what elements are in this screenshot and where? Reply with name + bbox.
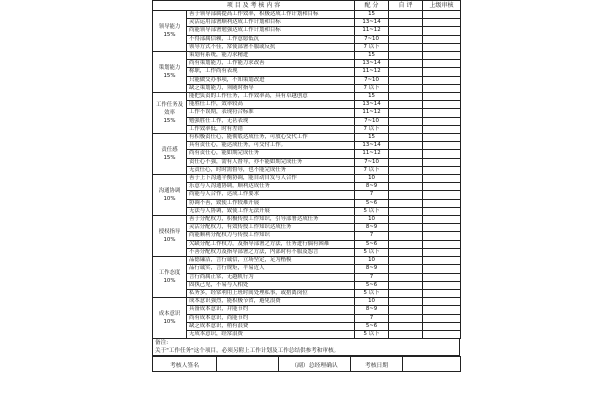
self-eval-cell[interactable] bbox=[389, 265, 423, 273]
self-eval-cell[interactable] bbox=[389, 93, 423, 101]
score-range: 7 以下 bbox=[355, 84, 389, 92]
self-eval-cell[interactable] bbox=[389, 35, 423, 43]
table-row bbox=[153, 52, 461, 60]
score-range: 7~10 bbox=[355, 76, 389, 84]
score-range: 11~12 bbox=[355, 109, 389, 117]
score-range: 13~14 bbox=[355, 60, 389, 68]
score-range: 7 bbox=[355, 273, 389, 281]
superior-review-cell[interactable] bbox=[423, 27, 461, 35]
criteria-text: 无成本意识，经常浪费 bbox=[187, 330, 355, 338]
self-eval-cell[interactable] bbox=[389, 76, 423, 84]
self-eval-cell[interactable] bbox=[389, 84, 423, 92]
signer-label: 考核人签名 bbox=[153, 357, 217, 372]
superior-review-cell[interactable] bbox=[423, 265, 461, 273]
criteria-text: 成本意识强烈，能积极节省，避免浪费 bbox=[187, 298, 355, 306]
criteria-text: 具有责任心，能达成任务，可交付工作。 bbox=[187, 142, 355, 150]
table-row bbox=[153, 117, 461, 125]
category-cell bbox=[153, 216, 187, 257]
score-range: 5~6 bbox=[355, 281, 389, 289]
self-eval-cell[interactable] bbox=[389, 117, 423, 125]
superior-review-cell[interactable] bbox=[423, 158, 461, 166]
category-weight: 10% bbox=[163, 319, 176, 326]
score-range: 7~10 bbox=[355, 117, 389, 125]
self-eval-cell[interactable] bbox=[389, 330, 423, 338]
score-range: 10 bbox=[355, 257, 389, 265]
category-name: 成本意识 bbox=[158, 311, 181, 318]
category-cell bbox=[153, 11, 187, 52]
category-cell bbox=[153, 52, 187, 93]
table-row bbox=[153, 330, 461, 338]
superior-review-cell[interactable] bbox=[423, 117, 461, 125]
self-eval-cell[interactable] bbox=[389, 60, 423, 68]
score-range: 10 bbox=[355, 175, 389, 183]
self-eval-cell[interactable] bbox=[389, 109, 423, 117]
self-eval-cell[interactable] bbox=[389, 224, 423, 232]
score-range: 11~12 bbox=[355, 150, 389, 158]
superior-review-cell[interactable] bbox=[423, 60, 461, 68]
table-row bbox=[153, 199, 461, 207]
table-row bbox=[153, 216, 461, 224]
score-range: 5~6 bbox=[355, 199, 389, 207]
self-eval-cell[interactable] bbox=[389, 101, 423, 109]
category-cell bbox=[153, 298, 187, 339]
table-row bbox=[153, 142, 461, 150]
criteria-text: 协调不善，致使工作较难开展 bbox=[187, 199, 355, 207]
manager-label: （副）总经理确认 bbox=[279, 357, 351, 372]
score-range: 7 bbox=[355, 191, 389, 199]
criteria-text: 勉强胜任工作，无甚表现 bbox=[187, 117, 355, 125]
table-row bbox=[153, 93, 461, 101]
self-eval-cell[interactable] bbox=[389, 183, 423, 191]
score-range: 7 以下 bbox=[355, 125, 389, 133]
self-eval-cell[interactable] bbox=[389, 68, 423, 76]
score-range: 15 bbox=[355, 93, 389, 101]
criteria-text: 具备成本意识，并能节约 bbox=[187, 306, 355, 314]
category-weight: 10% bbox=[163, 278, 176, 285]
evaluation-form bbox=[152, 0, 460, 400]
superior-review-cell[interactable] bbox=[423, 224, 461, 232]
table-row bbox=[153, 240, 461, 248]
score-range: 11~12 bbox=[355, 27, 389, 35]
category-name: 沟通协调 bbox=[158, 188, 181, 195]
score-range: 7 以下 bbox=[355, 166, 389, 174]
superior-review-cell[interactable] bbox=[423, 191, 461, 199]
score-range: 8~9 bbox=[355, 265, 389, 273]
notes-box bbox=[152, 339, 460, 356]
category-name: 工作态度 bbox=[158, 270, 181, 277]
criteria-text: 品德廉洁，言行诚信，立场坚定，足为楷模 bbox=[187, 257, 355, 265]
table-row bbox=[153, 224, 461, 232]
table-row bbox=[153, 68, 461, 76]
superior-review-cell[interactable] bbox=[423, 11, 461, 19]
date-field[interactable] bbox=[403, 357, 461, 372]
self-eval-cell[interactable] bbox=[389, 125, 423, 133]
criteria-text: 工作效率低，时有差错 bbox=[187, 125, 355, 133]
self-eval-cell[interactable] bbox=[389, 142, 423, 150]
self-eval-cell[interactable] bbox=[389, 248, 423, 256]
self-eval-cell[interactable] bbox=[389, 289, 423, 297]
criteria-text: 有积极责任心，能彻底达成任务，可放心交代工作 bbox=[187, 134, 355, 142]
criteria-text: 言行尚属正常，无越轨行为 bbox=[187, 273, 355, 281]
criteria-text: 欠缺分配工作权力，及指导部署之方法，任务进行偶有困难 bbox=[187, 240, 355, 248]
category-weight: 15% bbox=[163, 73, 176, 80]
score-range: 7~10 bbox=[355, 158, 389, 166]
superior-review-cell[interactable] bbox=[423, 199, 461, 207]
table-row bbox=[153, 166, 461, 174]
criteria-text: 灵活分配权力，有效传授工作知识达成任务 bbox=[187, 224, 355, 232]
header-score: 配 分 bbox=[355, 1, 389, 11]
superior-review-cell[interactable] bbox=[423, 43, 461, 51]
score-range: 10 bbox=[355, 298, 389, 306]
score-range: 5 以下 bbox=[355, 289, 389, 297]
table-row bbox=[153, 43, 461, 51]
superior-review-cell[interactable] bbox=[423, 150, 461, 158]
score-range: 15 bbox=[355, 11, 389, 19]
self-eval-cell[interactable] bbox=[389, 43, 423, 51]
superior-review-cell[interactable] bbox=[423, 35, 461, 43]
table-row bbox=[153, 158, 461, 166]
superior-review-cell[interactable] bbox=[423, 216, 461, 224]
table-row bbox=[153, 322, 461, 330]
self-eval-cell[interactable] bbox=[389, 232, 423, 240]
score-range: 15 bbox=[355, 134, 389, 142]
signature-row bbox=[153, 357, 461, 372]
category-name: 授权指导 bbox=[158, 229, 181, 236]
criteria-text: 无责任心，时时需督导，也不能完成任务 bbox=[187, 166, 355, 174]
criteria-text: 尚有责任心，能如期完成任务 bbox=[187, 150, 355, 158]
superior-review-cell[interactable] bbox=[423, 289, 461, 297]
table-row bbox=[153, 306, 461, 314]
superior-review-cell[interactable] bbox=[423, 183, 461, 191]
criteria-text: 善于上下沟通平衡协调，能自动自发与人合作 bbox=[187, 175, 355, 183]
superior-review-cell[interactable] bbox=[423, 314, 461, 322]
table-row bbox=[153, 314, 461, 322]
table-header-row bbox=[153, 1, 461, 11]
self-eval-cell[interactable] bbox=[389, 27, 423, 35]
criteria-text: 尚能领导部署勉强达成工作计划和目标 bbox=[187, 27, 355, 35]
criteria-text: 尚能与人合作，达成工作要求 bbox=[187, 191, 355, 199]
table-row bbox=[153, 125, 461, 133]
score-range: 8~9 bbox=[355, 224, 389, 232]
score-range: 7~10 bbox=[355, 35, 389, 43]
self-eval-cell[interactable] bbox=[389, 257, 423, 265]
self-eval-cell[interactable] bbox=[389, 166, 423, 174]
table-row bbox=[153, 265, 461, 273]
superior-review-cell[interactable] bbox=[423, 306, 461, 314]
signature-table bbox=[152, 356, 461, 372]
criteria-text: 无法与人协调，致使工作无法开展 bbox=[187, 207, 355, 215]
criteria-text: 善于领导部属提高工作效率，积极达成工作计划和目标 bbox=[187, 11, 355, 19]
superior-review-cell[interactable] bbox=[423, 76, 461, 84]
self-eval-cell[interactable] bbox=[389, 150, 423, 158]
date-label: 考核日期 bbox=[351, 357, 403, 372]
table-row bbox=[153, 35, 461, 43]
superior-review-cell[interactable] bbox=[423, 134, 461, 142]
score-range: 13~14 bbox=[355, 101, 389, 109]
table-row bbox=[153, 109, 461, 117]
category-cell bbox=[153, 175, 187, 216]
superior-review-cell[interactable] bbox=[423, 273, 461, 281]
score-range: 7 以下 bbox=[355, 43, 389, 51]
category-name: 责任感 bbox=[161, 147, 178, 154]
category-weight: 15% bbox=[163, 155, 176, 162]
self-eval-cell[interactable] bbox=[389, 191, 423, 199]
criteria-text: 策划有系统，能力求精进 bbox=[187, 52, 355, 60]
superior-review-cell[interactable] bbox=[423, 240, 461, 248]
score-range: 13~14 bbox=[355, 142, 389, 150]
score-range: 10 bbox=[355, 216, 389, 224]
criteria-text: 尚能顺利分配权力与传授工作知识 bbox=[187, 232, 355, 240]
score-range: 13~14 bbox=[355, 19, 389, 27]
table-row bbox=[153, 175, 461, 183]
category-weight: 10% bbox=[163, 237, 176, 244]
self-eval-cell[interactable] bbox=[389, 175, 423, 183]
superior-review-cell[interactable] bbox=[423, 330, 461, 338]
table-row bbox=[153, 84, 461, 92]
self-eval-cell[interactable] bbox=[389, 240, 423, 248]
table-row bbox=[153, 273, 461, 281]
criteria-text: 善于分配权力，积极传授工作知识，引导部署达成任务 bbox=[187, 216, 355, 224]
superior-review-cell[interactable] bbox=[423, 84, 461, 92]
superior-review-cell[interactable] bbox=[423, 322, 461, 330]
table-row bbox=[153, 134, 461, 142]
superior-review-cell[interactable] bbox=[423, 109, 461, 117]
self-eval-cell[interactable] bbox=[389, 134, 423, 142]
criteria-text: 称职，工作尚有表现 bbox=[187, 68, 355, 76]
table-row bbox=[153, 183, 461, 191]
table-row bbox=[153, 289, 461, 297]
evaluation-table bbox=[152, 0, 461, 339]
superior-review-cell[interactable] bbox=[423, 232, 461, 240]
self-eval-cell[interactable] bbox=[389, 158, 423, 166]
category-weight: 10% bbox=[163, 196, 176, 203]
table-row bbox=[153, 27, 461, 35]
category-name: 工作任务及效率 bbox=[156, 102, 183, 117]
score-range: 5 以下 bbox=[355, 330, 389, 338]
table-row bbox=[153, 150, 461, 158]
table-row bbox=[153, 76, 461, 84]
signer-field[interactable] bbox=[217, 357, 279, 372]
superior-review-cell[interactable] bbox=[423, 125, 461, 133]
table-row bbox=[153, 257, 461, 265]
category-weight: 15% bbox=[163, 118, 176, 125]
score-range: 8~9 bbox=[355, 183, 389, 191]
superior-review-cell[interactable] bbox=[423, 68, 461, 76]
criteria-text: 私务多，经常利用上班时间处理私事，或措离岗位 bbox=[187, 289, 355, 297]
table-row bbox=[153, 232, 461, 240]
criteria-text: 只能做交办事项，不知策划改进 bbox=[187, 76, 355, 84]
score-range: 5~6 bbox=[355, 322, 389, 330]
self-eval-cell[interactable] bbox=[389, 11, 423, 19]
self-eval-cell[interactable] bbox=[389, 199, 423, 207]
score-range: 7 bbox=[355, 232, 389, 240]
score-range: 15 bbox=[355, 52, 389, 60]
criteria-text: 不得部属信赖，工作意愿低沉 bbox=[187, 35, 355, 43]
table-row bbox=[153, 248, 461, 256]
criteria-text: 乐意与人沟通协调，顺利达成任务 bbox=[187, 183, 355, 191]
category-cell bbox=[153, 257, 187, 298]
criteria-text: 尚有成本意识，尚能节约 bbox=[187, 314, 355, 322]
table-row bbox=[153, 101, 461, 109]
table-row bbox=[153, 298, 461, 306]
score-range: 8~9 bbox=[355, 306, 389, 314]
superior-review-cell[interactable] bbox=[423, 101, 461, 109]
self-eval-cell[interactable] bbox=[389, 207, 423, 215]
criteria-text: 缺乏策划能力，须随时指导 bbox=[187, 84, 355, 92]
superior-review-cell[interactable] bbox=[423, 166, 461, 174]
category-cell bbox=[153, 134, 187, 175]
criteria-text: 不善分配权力及指导部署之方法，内部时有不服及怨言 bbox=[187, 248, 355, 256]
criteria-text: 领导方式不佳，常使部署不服或反抗 bbox=[187, 43, 355, 51]
score-range: 7 bbox=[355, 314, 389, 322]
criteria-text: 能把负责的工作任务，工作效率高，具有卓越创意 bbox=[187, 93, 355, 101]
criteria-text: 工作不误期，表现符合标准 bbox=[187, 109, 355, 117]
table-row bbox=[153, 60, 461, 68]
table-row bbox=[153, 19, 461, 27]
table-row bbox=[153, 207, 461, 215]
superior-review-cell[interactable] bbox=[423, 19, 461, 27]
criteria-text: 尚有策划能力，工作能力求改善 bbox=[187, 60, 355, 68]
superior-review-cell[interactable] bbox=[423, 175, 461, 183]
header-superior: 上级审核 bbox=[423, 1, 461, 11]
self-eval-cell[interactable] bbox=[389, 306, 423, 314]
criteria-text: 品行诚实，言行规矩，平易近人 bbox=[187, 265, 355, 273]
superior-review-cell[interactable] bbox=[423, 142, 461, 150]
self-eval-cell[interactable] bbox=[389, 322, 423, 330]
criteria-text: 责任心不强，需有人督导，亦不能如期完成任务 bbox=[187, 158, 355, 166]
self-eval-cell[interactable] bbox=[389, 298, 423, 306]
score-range: 5 以下 bbox=[355, 207, 389, 215]
self-eval-cell[interactable] bbox=[389, 52, 423, 60]
superior-review-cell[interactable] bbox=[423, 207, 461, 215]
criteria-text: 灵活运用部署顺利达成工作计划和目标 bbox=[187, 19, 355, 27]
superior-review-cell[interactable] bbox=[423, 281, 461, 289]
header-item: 项 目 及 考 核 内 容 bbox=[153, 1, 355, 11]
self-eval-cell[interactable] bbox=[389, 19, 423, 27]
table-row bbox=[153, 281, 461, 289]
criteria-text: 能胜任工作，效率较高 bbox=[187, 101, 355, 109]
superior-review-cell[interactable] bbox=[423, 52, 461, 60]
table-row bbox=[153, 11, 461, 19]
criteria-text: 缺乏成本意识，稍有浪费 bbox=[187, 322, 355, 330]
self-eval-cell[interactable] bbox=[389, 273, 423, 281]
category-cell bbox=[153, 93, 187, 134]
category-weight: 15% bbox=[163, 32, 176, 38]
table-row bbox=[153, 191, 461, 199]
superior-review-cell[interactable] bbox=[423, 248, 461, 256]
criteria-text: 固执己见，不易与人相处 bbox=[187, 281, 355, 289]
notes-text: 关于"工作任务"这个项目，必须另附上工作计划及工作总结供参考和审核。 bbox=[155, 347, 340, 354]
category-name: 策划能力 bbox=[158, 65, 181, 72]
superior-review-cell[interactable] bbox=[423, 298, 461, 306]
score-range: 5 以下 bbox=[355, 248, 389, 256]
notes-label: 备注: bbox=[155, 340, 169, 347]
header-self-eval: 自 评 bbox=[389, 1, 423, 11]
self-eval-cell[interactable] bbox=[389, 314, 423, 322]
superior-review-cell[interactable] bbox=[423, 93, 461, 101]
category-name: 领导能力 bbox=[158, 24, 181, 30]
score-range: 11~12 bbox=[355, 68, 389, 76]
score-range: 5~6 bbox=[355, 240, 389, 248]
superior-review-cell[interactable] bbox=[423, 257, 461, 265]
self-eval-cell[interactable] bbox=[389, 281, 423, 289]
self-eval-cell[interactable] bbox=[389, 216, 423, 224]
